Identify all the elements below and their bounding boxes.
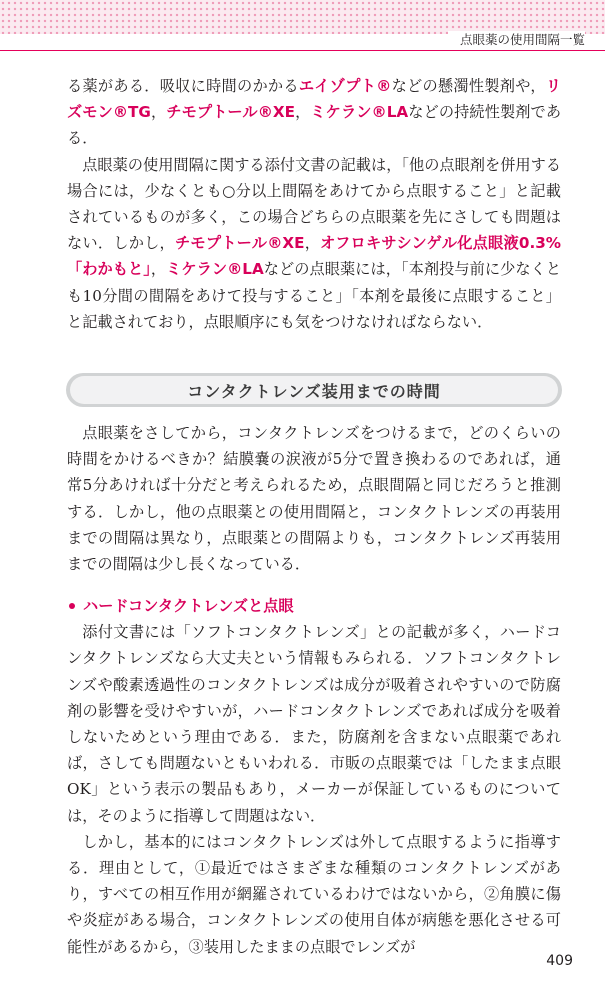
text-run: などの持続性製剤である．: [67, 103, 562, 148]
drug-name-mikelan: ミケラン®LA: [166, 260, 264, 279]
drug-name-mikelan: ミケラン®LA: [310, 103, 409, 122]
paragraph-2: [67, 152, 561, 335]
running-head: 点眼薬の使用間隔一覧: [448, 31, 585, 49]
header-dot-pattern: [0, 0, 605, 34]
text-run: ，: [294, 103, 311, 122]
text-run: などの点眼薬には，「本剤投与前に少なくとも10分間の間隔をあけて投与すること」「本剤を最後に点眼すること」と記載されており，点眼順序にも気をつけなければならない．: [67, 260, 562, 331]
section-heading: コンタクトレンズ装用までの時間: [70, 376, 558, 404]
text-run: 点眼薬の使用間隔に関する添付文書の記載は，「他の点眼剤を併用する場合には，少なくとも○分以上間隔をあけてから点眼すること」と記載されているものが多く，この場合どちらの点眼薬を先にさしても問題はない．しかし，: [67, 155, 561, 253]
paragraph-4: 添付文書には「ソフトコンタクトレンズ」との記載が多く，ハードコンタクトレンズなら大丈夫という情報もみられる．ソフトコンタクトレンズや酸素透過性のコンタクトレンズは成分が吸着されやすいので防腐剤の影響を受けやすいが，ハードコンタクトレンズであれば成分を吸着しないためという理由である．また，防腐剤を含まない点眼薬であれば，さしても問題ないともいわれる．市販の点眼薬では「したまま点眼OK」という表示の製品もあり，メーカーが保証しているものについては，そのように指導して問題はない．: [67, 623, 561, 825]
subsection-heading: [67, 593, 561, 619]
section-text-block: [67, 420, 561, 577]
drug-name-ofloxacin: オフロキサシンゲル化点眼液0.3%「わかもと」: [67, 234, 562, 279]
text-run: ，: [150, 103, 167, 122]
subsection-text-block: [67, 593, 561, 960]
paragraph-3: 点眼薬をさしてから，コンタクトレンズをつけるまで，どのくらいの時間をかけるべきか？結膜嚢の涙液が5分で置き換わるのであれば，通常5分あければ十分だと考えられるため，点眼間隔と同じだろうと推測する．しかし，他の点眼薬との使用間隔と，コンタクトレンズの再装用までの間隔は異なり，点眼薬との間隔よりも，コンタクトレンズ再装用までの間隔は少し長くなっている．: [67, 424, 561, 574]
page-number: 409: [546, 953, 573, 969]
header-rule: [0, 50, 605, 51]
drug-name-timoptol: チモプトール®XE: [166, 103, 295, 122]
text-run: る薬がある．吸収に時間のかかる: [67, 77, 299, 95]
paragraph-1: [67, 73, 561, 152]
text-run: などの懸濁性製剤や，: [391, 77, 546, 95]
intro-text-block: [67, 73, 561, 335]
section-heading-bar: [66, 373, 562, 407]
drug-name-azopt: エイゾプト®: [298, 77, 392, 95]
text-run: ，: [150, 260, 167, 279]
bullet-dot-icon: [69, 603, 75, 609]
drug-name-rismon: リズモン®TG: [67, 77, 561, 122]
drug-name-timoptol: チモプトール®XE: [174, 234, 305, 253]
paragraph-5: しかし，基本的にはコンタクトレンズは外して点眼するように指導する．理由として，①最近ではさまざまな種類のコンタクトレンズがあり，すべての相互作用が網羅されているわけではないから，②角膜に傷や炎症がある場合，コンタクトレンズの使用自体が病態を悪化させる可能性があるから，③装用したままの点眼でレンズが: [67, 832, 561, 956]
subsection-title: ハードコンタクトレンズと点眼: [83, 597, 294, 615]
text-run: ，: [304, 234, 321, 253]
